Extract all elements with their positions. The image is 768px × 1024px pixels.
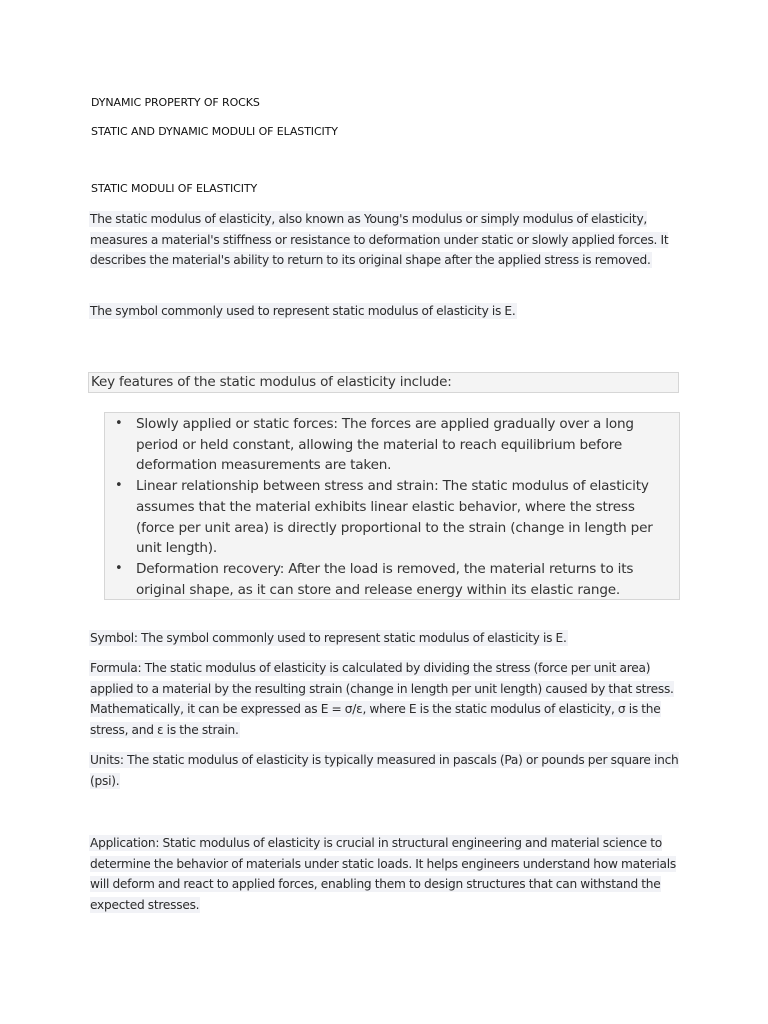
- section-heading: STATIC MODULI OF ELASTICITY: [91, 182, 258, 195]
- key-features-heading: Key features of the static modulus of elasticity include:: [91, 374, 452, 390]
- symbol-paragraph-text: Symbol: The symbol commonly used to represent static modulus of elasticity is E.: [90, 631, 567, 645]
- formula-paragraph: [90, 658, 688, 740]
- list-item-text: Deformation recovery: After the load is removed, the material returns to its original shape, as it can store and release energy within its elastic range.: [136, 560, 634, 598]
- units-paragraph-text: Units: The static modulus of elasticity is typically measured in pascals (Pa) or pounds per square inch (psi).: [90, 753, 679, 788]
- key-features-list-box: [104, 412, 680, 600]
- key-features-list: [105, 414, 679, 600]
- symbol-paragraph: [90, 628, 690, 649]
- symbol-note-text: The symbol commonly used to represent static modulus of elasticity is E.: [90, 304, 516, 318]
- bullet-icon: •: [115, 478, 123, 494]
- application-paragraph-text: Application: Static modulus of elasticity is crucial in structural engineering and material science to determine the behavior of materials under static loads. It helps engineers understand how materials will deform and react to applied forces, enabling them to design structures that can withstand the expected stresses.: [90, 836, 676, 912]
- list-item: [105, 414, 679, 476]
- intro-paragraph-text: The static modulus of elasticity, also known as Young's modulus or simply modulus of elasticity, measures a material's stiffness or resistance to deformation under static or slowly applied forces. It describes the material's ability to return to its original shape after the applied stress is removed.: [90, 212, 669, 268]
- intro-paragraph: [90, 209, 690, 271]
- list-item: [105, 559, 679, 600]
- list-item-text: Slowly applied or static forces: The forces are applied gradually over a long period or held constant, allowing the material to reach equilibrium before deformation measurements are taken.: [136, 416, 634, 474]
- list-item-text: Linear relationship between stress and strain: The static modulus of elasticity assumes that the material exhibits linear elastic behavior, where the stress (force per unit area) is directly proportional to the strain (change in length per unit length).: [136, 478, 653, 557]
- document-subtitle: STATIC AND DYNAMIC MODULI OF ELASTICITY: [91, 125, 338, 138]
- key-features-heading-box: [88, 372, 679, 393]
- list-item: [105, 476, 679, 559]
- units-paragraph: [90, 750, 684, 791]
- formula-paragraph-text: Formula: The static modulus of elasticity is calculated by dividing the stress (force per unit area) applied to a material by the resulting strain (change in length per unit length) caused by that stress. Mathematically, it can be expressed as E = σ/ε, where E is the static modulus of elasticity, σ is the stress, and ε is the strain.: [90, 661, 674, 737]
- bullet-icon: •: [115, 560, 123, 576]
- document-title: DYNAMIC PROPERTY OF ROCKS: [91, 96, 260, 109]
- symbol-note: [90, 301, 690, 322]
- bullet-icon: •: [115, 416, 123, 431]
- application-paragraph: [90, 833, 682, 915]
